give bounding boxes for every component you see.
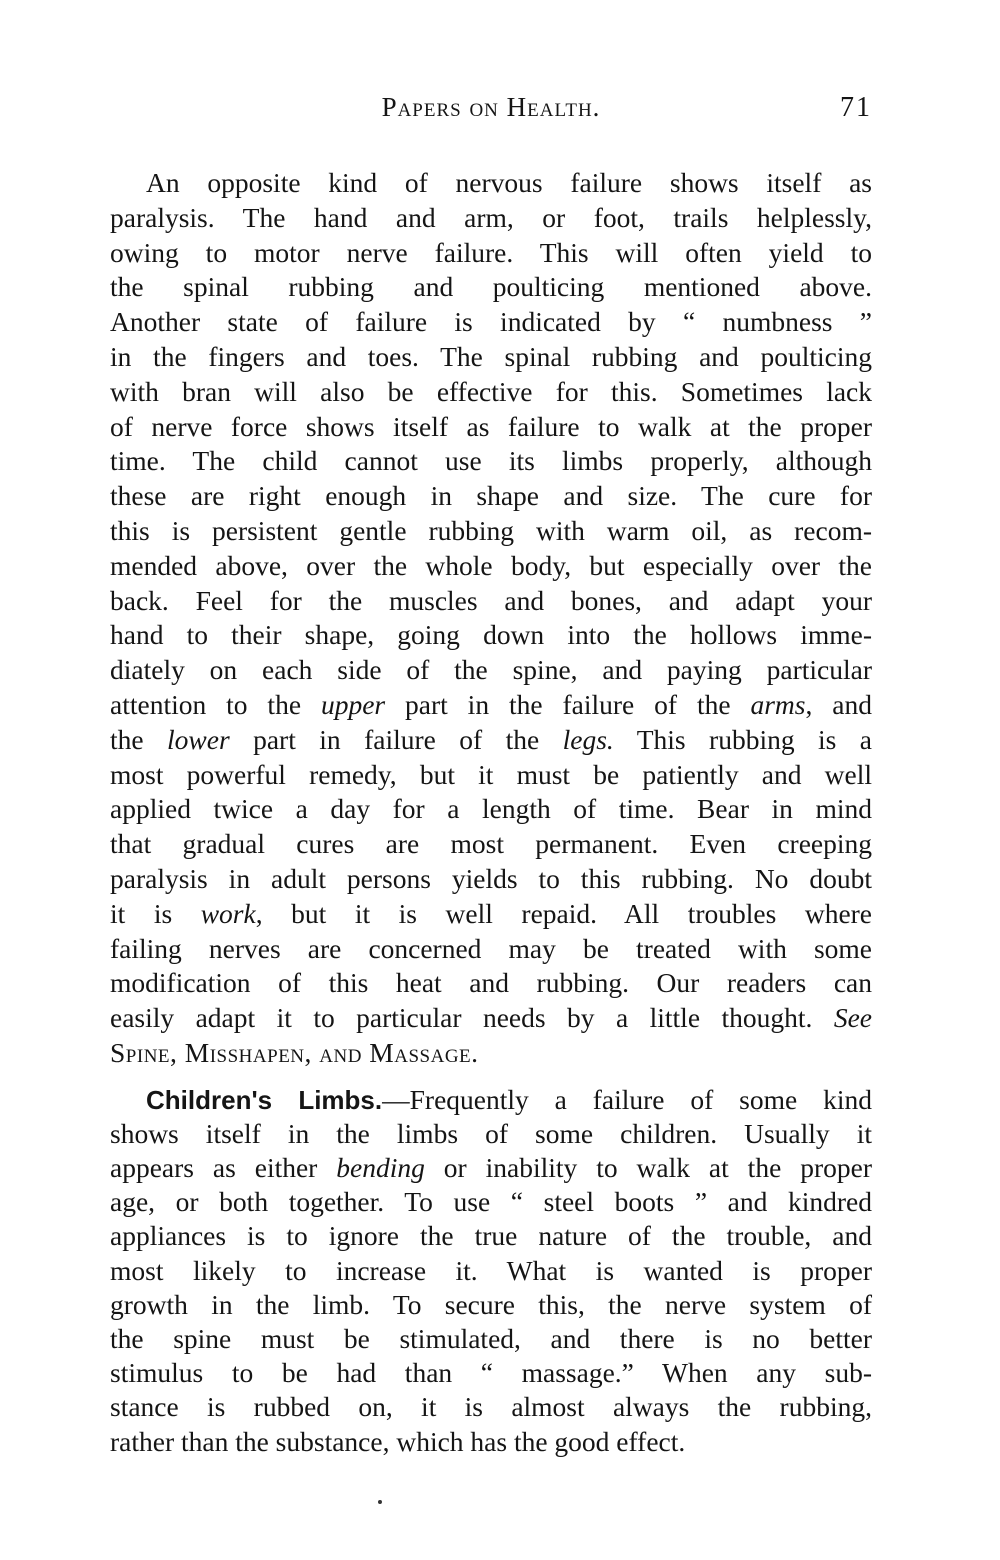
text-line bbox=[110, 1185, 872, 1219]
text-line bbox=[110, 862, 872, 897]
text-segment: An opposite kind of nervous failure shows itself as bbox=[146, 167, 872, 198]
page-header bbox=[110, 92, 872, 132]
section-heading: Children's Limbs. bbox=[146, 1084, 383, 1115]
text-line bbox=[110, 340, 872, 375]
text-segment: or inability to walk at the proper bbox=[424, 1152, 872, 1184]
text-segment: age, or both together. To use “ steel boots ” and kindred bbox=[110, 1186, 872, 1218]
italic-text: bending bbox=[336, 1152, 425, 1184]
text-segment: —Frequently a failure of some kind bbox=[382, 1083, 872, 1115]
text-line bbox=[110, 1001, 872, 1036]
text-line bbox=[110, 1356, 872, 1390]
text-line bbox=[110, 410, 872, 445]
text-segment: this is persistent gentle rubbing with warm oil, as recom- bbox=[110, 514, 872, 546]
text-segment: easily adapt it to particular needs by a little thought. bbox=[110, 1002, 834, 1034]
text-line bbox=[110, 166, 872, 201]
text-line bbox=[110, 444, 872, 479]
text-segment: attention to the bbox=[110, 688, 321, 720]
running-title: Papers on Health. bbox=[381, 92, 601, 122]
text-segment: , and bbox=[805, 688, 872, 720]
text-line bbox=[110, 1219, 872, 1253]
text-segment: This rubbing is a bbox=[613, 723, 872, 755]
text-segment: mended above, over the whole body, but especially over the bbox=[110, 549, 872, 581]
text-line bbox=[110, 1036, 872, 1071]
text-segment: failing nerves are concerned may be treated with some bbox=[110, 932, 872, 964]
text-segment: modification of this heat and rubbing. Our readers can bbox=[110, 967, 872, 999]
paragraph-paralysis bbox=[110, 166, 872, 1071]
italic-text: lower bbox=[167, 723, 230, 755]
text-line bbox=[110, 305, 872, 340]
cross-reference: Spine, Misshapen, and Massage. bbox=[110, 1036, 479, 1068]
text-line bbox=[110, 584, 872, 619]
text-line bbox=[110, 932, 872, 967]
text-line bbox=[110, 897, 872, 932]
text-line bbox=[110, 792, 872, 827]
text-segment: it is bbox=[110, 897, 201, 929]
text-line bbox=[110, 1390, 872, 1424]
text-line bbox=[110, 827, 872, 862]
text-segment: the spine must be stimulated, and there is no better bbox=[110, 1323, 872, 1355]
text-segment: hand to their shape, going down into the hollows imme- bbox=[110, 619, 872, 651]
text-segment: most likely to increase it. What is wanted is proper bbox=[110, 1254, 872, 1286]
text-line bbox=[110, 688, 872, 723]
text-line bbox=[110, 653, 872, 688]
paragraph-childrens-limbs bbox=[110, 1083, 872, 1459]
text-line bbox=[110, 549, 872, 584]
text-line bbox=[110, 236, 872, 271]
text-line bbox=[110, 723, 872, 758]
text-segment: applied twice a day for a length of time. Bear in mind bbox=[110, 793, 872, 825]
italic-text: work bbox=[200, 897, 256, 929]
text-segment: , but it is well repaid. All troubles where bbox=[255, 897, 873, 929]
text-line bbox=[110, 1083, 872, 1117]
text-line bbox=[110, 1322, 872, 1356]
text-line bbox=[110, 758, 872, 793]
text-line bbox=[110, 375, 872, 410]
text-segment: part in failure of the bbox=[229, 723, 563, 755]
text-line bbox=[110, 1288, 872, 1322]
text-line bbox=[110, 201, 872, 236]
text-segment: paralysis in adult persons yields to this rubbing. No doubt bbox=[110, 862, 872, 894]
text-segment: stance is rubbed on, it is almost always the rubbing, bbox=[110, 1391, 872, 1423]
text-segment: time. The child cannot use its limbs properly, although bbox=[110, 445, 872, 477]
text-line bbox=[110, 1151, 872, 1185]
text-line bbox=[110, 479, 872, 514]
text-segment: the bbox=[110, 723, 168, 755]
text-segment: diately on each side of the spine, and paying particular bbox=[110, 654, 872, 686]
text-line bbox=[110, 270, 872, 305]
italic-text: arms bbox=[750, 688, 806, 720]
text-segment: rather than the substance, which has the good effect. bbox=[110, 1425, 686, 1457]
text-line bbox=[110, 966, 872, 1001]
italic-text: See bbox=[833, 1002, 872, 1034]
italic-text: upper bbox=[320, 688, 386, 720]
body-text bbox=[110, 166, 872, 1459]
text-segment: that gradual cures are most permanent. Even creeping bbox=[110, 828, 872, 860]
text-line bbox=[110, 1425, 872, 1459]
text-segment: appliances is to ignore the true nature of the trouble, and bbox=[110, 1220, 872, 1252]
text-segment: with bran will also be effective for this. Sometimes lack bbox=[110, 375, 872, 407]
text-segment: owing to motor nerve failure. This will often yield to bbox=[110, 236, 872, 268]
italic-text: legs. bbox=[562, 723, 614, 755]
text-segment: these are right enough in shape and size. The cure for bbox=[110, 480, 872, 512]
text-line bbox=[110, 1117, 872, 1151]
text-segment: shows itself in the limbs of some children. Usually it bbox=[110, 1117, 872, 1149]
text-segment: appears as either bbox=[110, 1152, 337, 1184]
text-segment: the spinal rubbing and poulticing mentioned above. bbox=[110, 271, 872, 303]
text-segment: growth in the limb. To secure this, the nerve system of bbox=[110, 1288, 872, 1320]
text-segment: paralysis. The hand and arm, or foot, trails helplessly, bbox=[110, 201, 872, 233]
text-segment: in the fingers and toes. The spinal rubbing and poulticing bbox=[110, 340, 872, 372]
text-segment: stimulus to be had than “ massage.” When any sub- bbox=[110, 1357, 872, 1389]
text-line bbox=[110, 514, 872, 549]
text-line bbox=[110, 618, 872, 653]
text-line bbox=[110, 1254, 872, 1288]
text-segment: Another state of failure is indicated by “ numbness ” bbox=[110, 306, 872, 338]
printing-mark bbox=[378, 1500, 382, 1504]
text-segment: part in the failure of the bbox=[385, 688, 751, 720]
text-segment: back. Feel for the muscles and bones, and adapt your bbox=[110, 584, 872, 616]
page-number: 71 bbox=[840, 92, 872, 123]
text-segment: of nerve force shows itself as failure to walk at the proper bbox=[110, 410, 872, 442]
text-segment: most powerful remedy, but it must be patiently and well bbox=[110, 758, 872, 790]
